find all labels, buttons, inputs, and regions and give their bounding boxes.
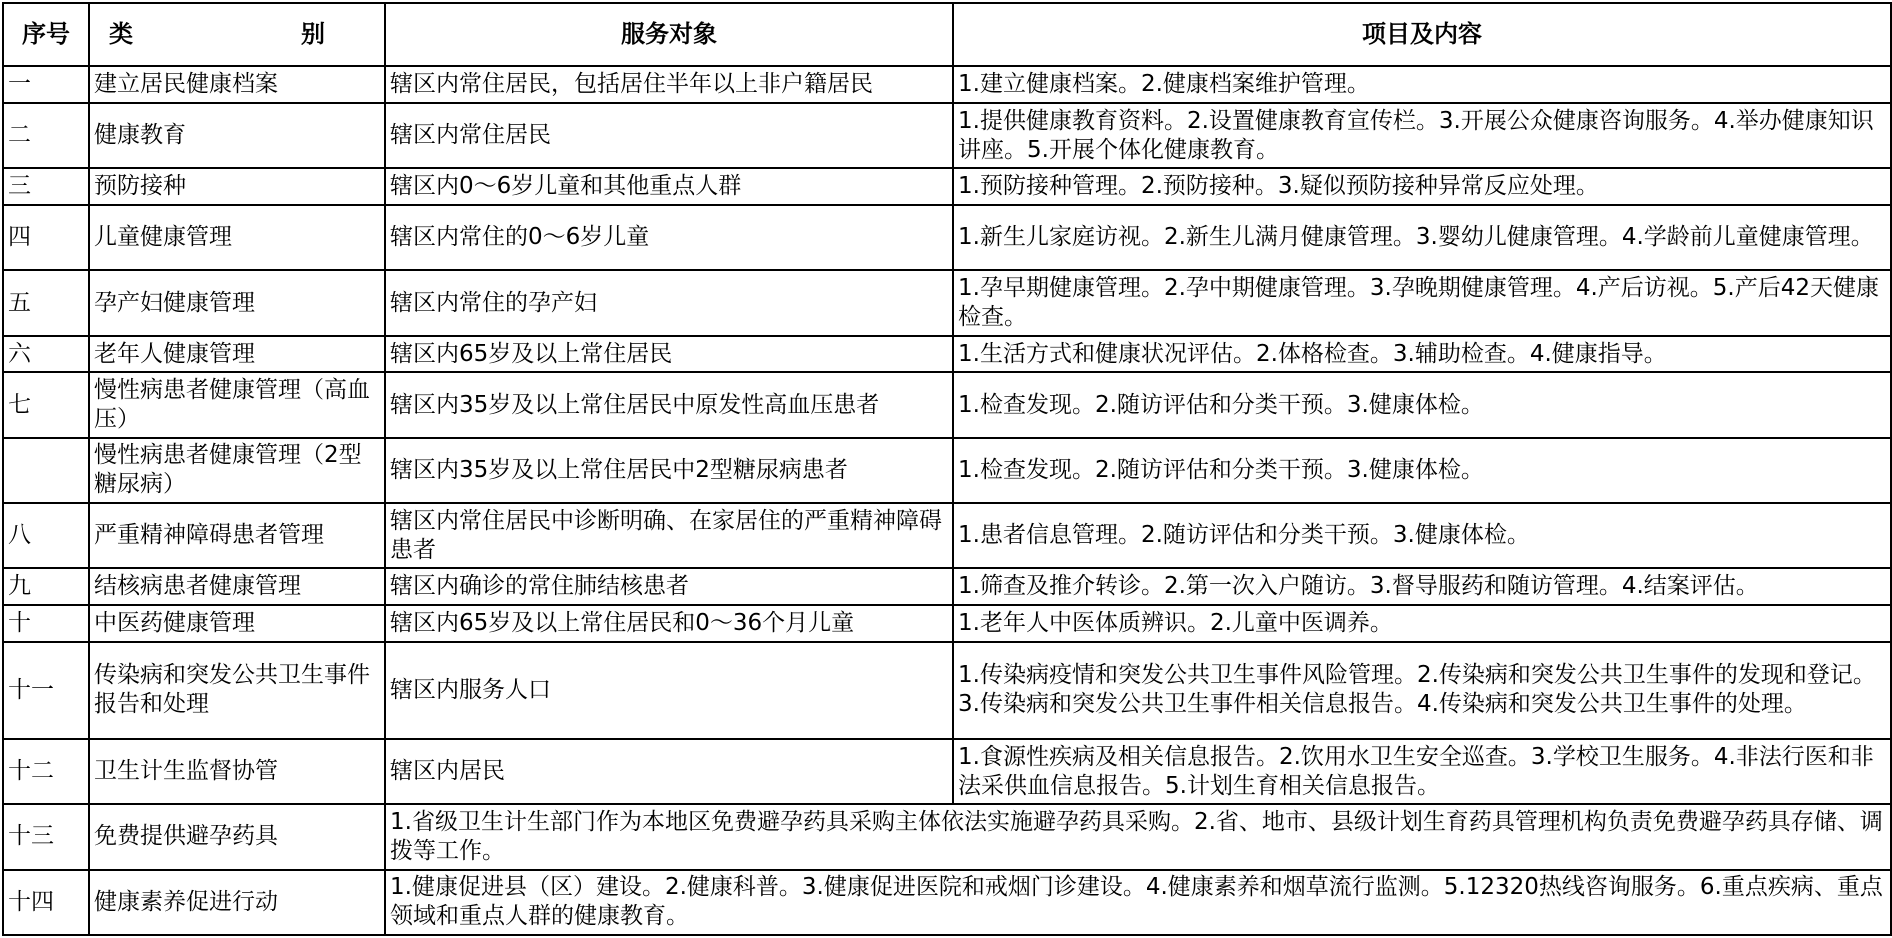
cell-category: 中医药健康管理: [89, 605, 385, 642]
table-row: [3, 270, 1891, 335]
cell-category: 儿童健康管理: [89, 205, 385, 270]
header-seq: 序号: [3, 3, 89, 66]
cell-merged-content: 1.健康促进县（区）建设。2.健康科普。3.健康促进医院和戒烟门诊建设。4.健康素养和烟草流行监测。5.12320热线咨询服务。6.重点疾病、重点领域和重点人群的健康教育。: [385, 870, 1891, 935]
cell-content: 1.新生儿家庭访视。2.新生儿满月健康管理。3.婴幼儿健康管理。4.学龄前儿童健康管理。: [953, 205, 1891, 270]
cell-seq: 十三: [3, 804, 89, 869]
cell-content: 1.食源性疾病及相关信息报告。2.饮用水卫生安全巡查。3.学校卫生服务。4.非法行医和非法采供血信息报告。5.计划生育相关信息报告。: [953, 739, 1891, 804]
table-row: [3, 103, 1891, 168]
cell-category: 慢性病患者健康管理（2型糖尿病）: [89, 438, 385, 503]
cell-content: 1.老年人中医体质辨识。2.儿童中医调养。: [953, 605, 1891, 642]
cell-seq: 六: [3, 336, 89, 373]
cell-seq: 七: [3, 372, 89, 437]
table-row: [3, 66, 1891, 103]
table-row: [3, 205, 1891, 270]
cell-category: 严重精神障碍患者管理: [89, 503, 385, 568]
cell-content: 1.检查发现。2.随访评估和分类干预。3.健康体检。: [953, 372, 1891, 437]
table-row: [3, 739, 1891, 804]
table-row: [3, 568, 1891, 605]
header-category: 类 别: [89, 3, 385, 66]
cell-seq: 十二: [3, 739, 89, 804]
cell-target: 辖区内35岁及以上常住居民中原发性高血压患者: [385, 372, 953, 437]
cell-category: 传染病和突发公共卫生事件报告和处理: [89, 642, 385, 739]
cell-target: 辖区内常住的孕产妇: [385, 270, 953, 335]
cell-seq: 十四: [3, 870, 89, 935]
table-row: [3, 438, 1891, 503]
cell-target: 辖区内35岁及以上常住居民中2型糖尿病患者: [385, 438, 953, 503]
table-row: [3, 503, 1891, 568]
cell-seq: 五: [3, 270, 89, 335]
cell-category: 慢性病患者健康管理（高血压）: [89, 372, 385, 437]
table-row: [3, 372, 1891, 437]
header-content: 项目及内容: [953, 3, 1891, 66]
table-row: [3, 168, 1891, 205]
cell-seq: 一: [3, 66, 89, 103]
cell-category: 孕产妇健康管理: [89, 270, 385, 335]
cell-target: 辖区内确诊的常住肺结核患者: [385, 568, 953, 605]
cell-content: 1.生活方式和健康状况评估。2.体格检查。3.辅助检查。4.健康指导。: [953, 336, 1891, 373]
cell-seq: [3, 438, 89, 503]
table-row: [3, 605, 1891, 642]
cell-category: 建立居民健康档案: [89, 66, 385, 103]
cell-seq: 八: [3, 503, 89, 568]
cell-target: 辖区内65岁及以上常住居民: [385, 336, 953, 373]
table-row: [3, 870, 1891, 935]
cell-content: 1.筛查及推介转诊。2.第一次入户随访。3.督导服药和随访管理。4.结案评估。: [953, 568, 1891, 605]
cell-category: 预防接种: [89, 168, 385, 205]
header-target: 服务对象: [385, 3, 953, 66]
cell-seq: 四: [3, 205, 89, 270]
cell-merged-content: 1.省级卫生计生部门作为本地区免费避孕药具采购主体依法实施避孕药具采购。2.省、地市、县级计划生育药具管理机构负责免费避孕药具存储、调拨等工作。: [385, 804, 1891, 869]
table-row: [3, 642, 1891, 739]
cell-content: 1.检查发现。2.随访评估和分类干预。3.健康体检。: [953, 438, 1891, 503]
cell-target: 辖区内常住居民: [385, 103, 953, 168]
cell-content: 1.建立健康档案。2.健康档案维护管理。: [953, 66, 1891, 103]
cell-seq: 十: [3, 605, 89, 642]
cell-target: 辖区内常住居民，包括居住半年以上非户籍居民: [385, 66, 953, 103]
cell-seq: 九: [3, 568, 89, 605]
cell-category: 健康素养促进行动: [89, 870, 385, 935]
cell-category: 免费提供避孕药具: [89, 804, 385, 869]
cell-target: 辖区内65岁及以上常住居民和0～36个月儿童: [385, 605, 953, 642]
cell-content: 1.患者信息管理。2.随访评估和分类干预。3.健康体检。: [953, 503, 1891, 568]
cell-content: 1.提供健康教育资料。2.设置健康教育宣传栏。3.开展公众健康咨询服务。4.举办健康知识讲座。5.开展个体化健康教育。: [953, 103, 1891, 168]
cell-target: 辖区内居民: [385, 739, 953, 804]
header-row: [3, 3, 1891, 66]
cell-target: 辖区内0～6岁儿童和其他重点人群: [385, 168, 953, 205]
cell-category: 健康教育: [89, 103, 385, 168]
cell-category: 卫生计生监督协管: [89, 739, 385, 804]
table-row: [3, 336, 1891, 373]
cell-seq: 二: [3, 103, 89, 168]
public-health-services-table: [2, 2, 1892, 936]
cell-target: 辖区内常住的0～6岁儿童: [385, 205, 953, 270]
cell-target: 辖区内服务人口: [385, 642, 953, 739]
cell-seq: 三: [3, 168, 89, 205]
cell-target: 辖区内常住居民中诊断明确、在家居住的严重精神障碍患者: [385, 503, 953, 568]
cell-content: 1.传染病疫情和突发公共卫生事件风险管理。2.传染病和突发公共卫生事件的发现和登记。3.传染病和突发公共卫生事件相关信息报告。4.传染病和突发公共卫生事件的处理。: [953, 642, 1891, 739]
cell-category: 结核病患者健康管理: [89, 568, 385, 605]
cell-content: 1.孕早期健康管理。2.孕中期健康管理。3.孕晚期健康管理。4.产后访视。5.产后42天健康检查。: [953, 270, 1891, 335]
cell-content: 1.预防接种管理。2.预防接种。3.疑似预防接种异常反应处理。: [953, 168, 1891, 205]
cell-category: 老年人健康管理: [89, 336, 385, 373]
table-body: [3, 3, 1891, 935]
cell-seq: 十一: [3, 642, 89, 739]
table-row: [3, 804, 1891, 869]
